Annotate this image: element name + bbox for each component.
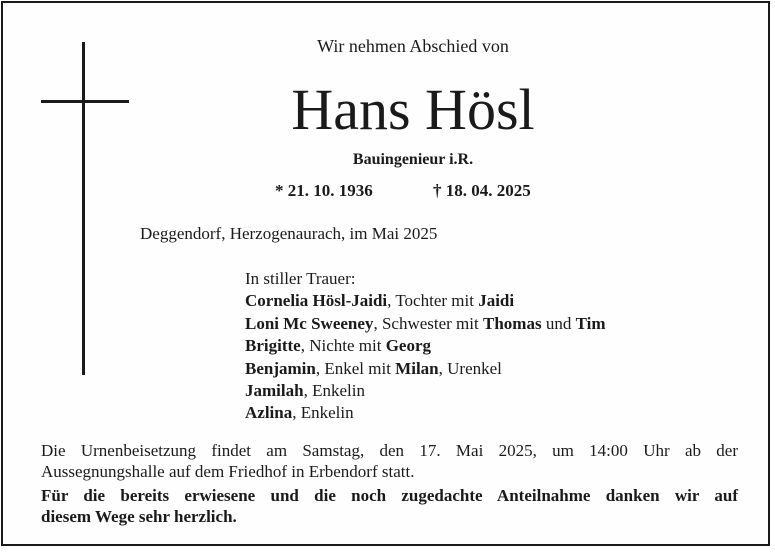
mourner-line: Azlina, Enkelin bbox=[245, 403, 354, 423]
funeral-line: Die Urnenbeisetzung findet am Samstag, den 17. Mai 2025, um 14:00 Uhr ab der bbox=[41, 441, 738, 460]
mourners-list bbox=[245, 268, 605, 425]
mourner-line: Loni Mc Sweeney, Schwester mit Thomas und Tim bbox=[245, 313, 606, 333]
intro-text: Wir nehmen Abschied von bbox=[317, 36, 509, 56]
place-date: Deggendorf, Herzogenaurach, im Mai 2025 bbox=[140, 224, 438, 243]
funeral-line: Aussegnungshalle auf dem Friedhof in Erbendorf statt. bbox=[41, 462, 415, 481]
mourner-line: Brigitte, Nichte mit Georg bbox=[245, 336, 432, 356]
mourner-line: Benjamin, Enkel mit Milan, Urenkel bbox=[245, 358, 502, 378]
funeral-info bbox=[41, 440, 738, 482]
thanks-text bbox=[41, 485, 738, 527]
profession: Bauingenieur i.R. bbox=[352, 151, 474, 168]
death-date: † 18. 04. 2025 bbox=[433, 181, 531, 200]
obituary-notice bbox=[1, 1, 770, 546]
mourner-line: Cornelia Hösl-Jaidi, Tochter mit Jaidi bbox=[245, 291, 515, 311]
thanks-line: diesem Wege sehr herzlich. bbox=[41, 507, 237, 526]
mourner-line: Jamilah, Enkelin bbox=[245, 381, 365, 401]
deceased-name: Hans Hösl bbox=[291, 77, 535, 142]
mourning-intro: In stiller Trauer: bbox=[245, 269, 356, 288]
thanks-line: Für die bereits erwiesene und die noch zugedachte Anteilnahme danken wir auf bbox=[41, 486, 738, 505]
birth-date: * 21. 10. 1936 bbox=[275, 181, 373, 200]
